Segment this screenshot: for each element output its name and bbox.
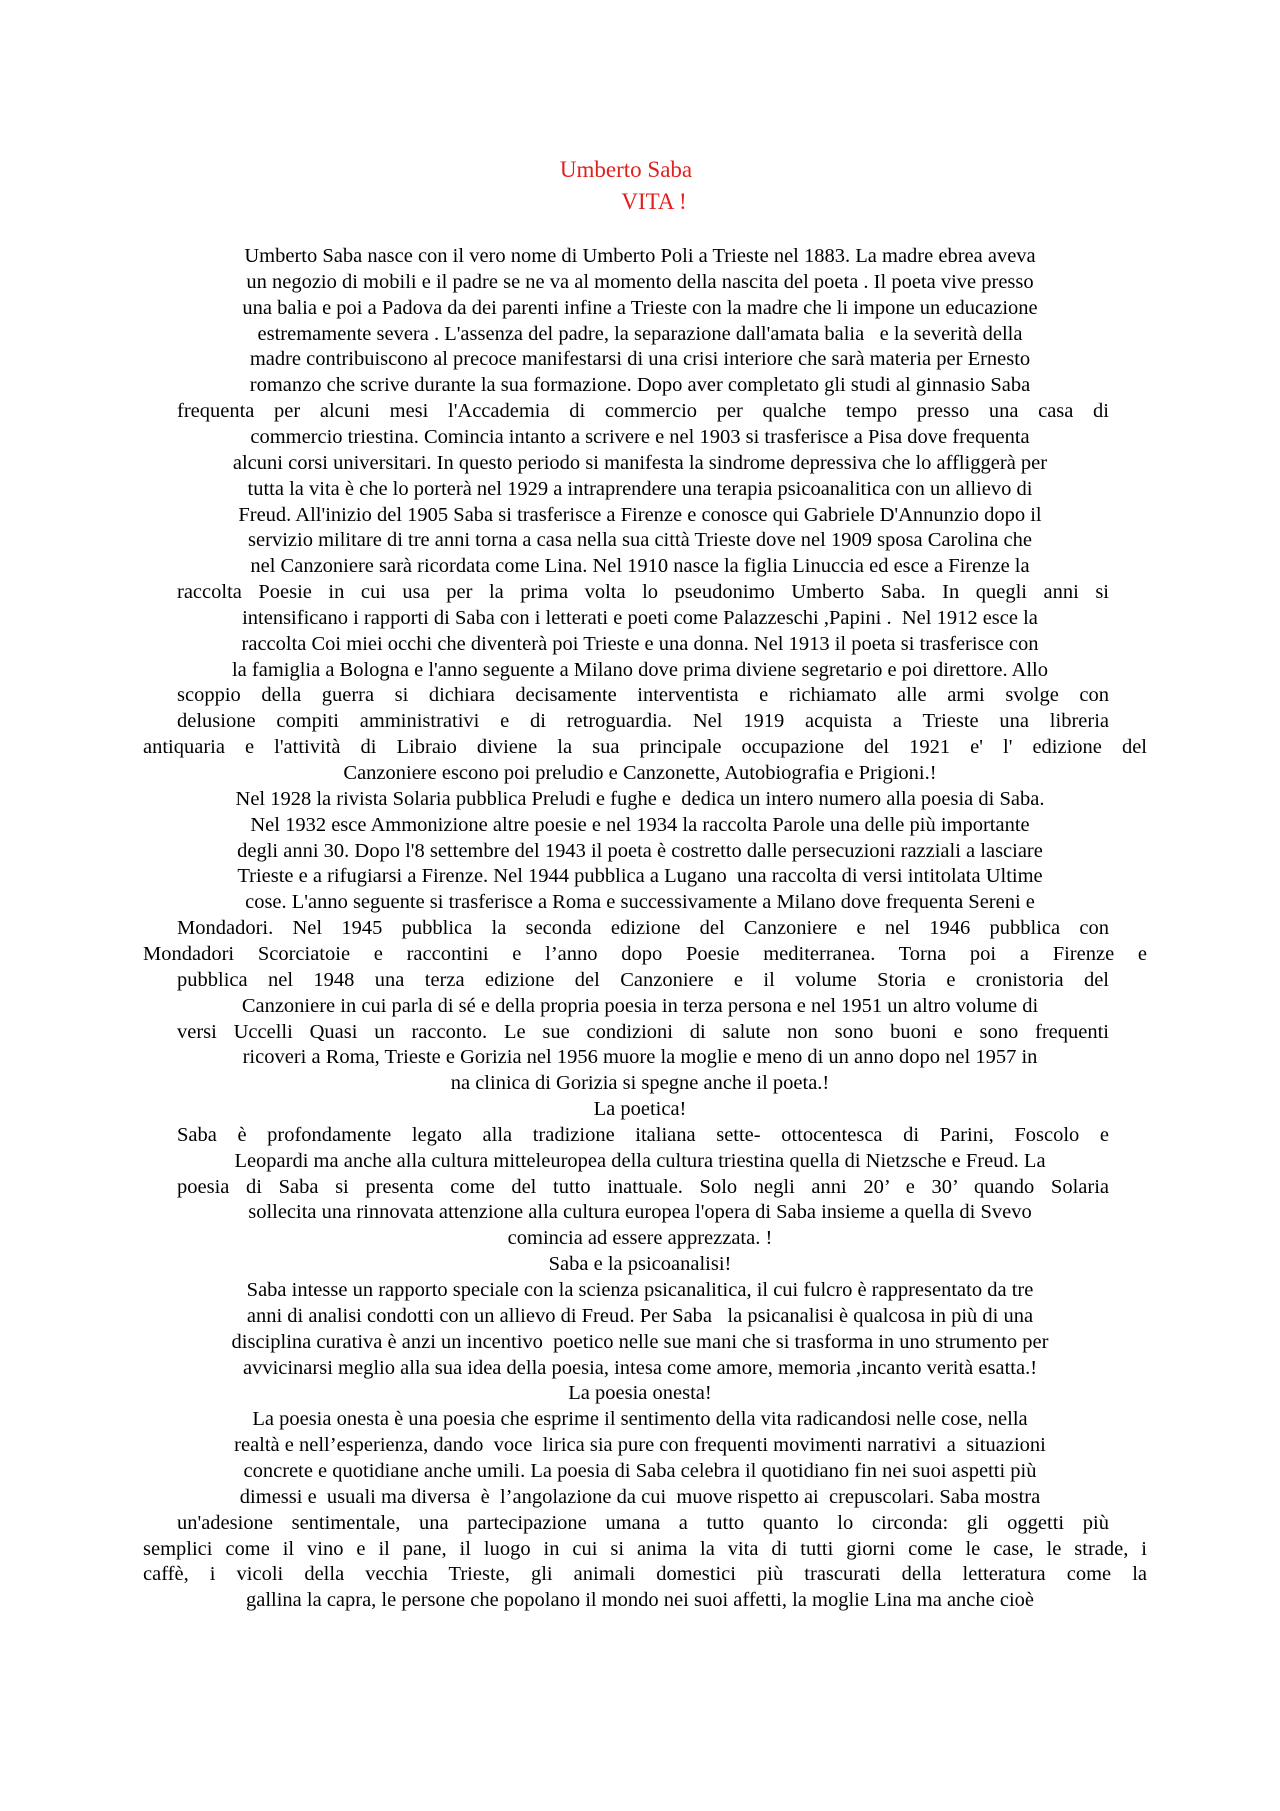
text-line: nel Canzoniere sarà ricordata come Lina. Nel 1910 nasce la figlia Linuccia ed esce a Firenze la <box>250 555 1030 578</box>
text-line: La poesia onesta è una poesia che esprime il sentimento della vita radicandosi nelle cose, nella <box>252 1408 1028 1431</box>
text-line: madre contribuiscono al precoce manifestarsi di una crisi interiore che sarà materia per Ernesto <box>249 348 1031 371</box>
text-line: Canzoniere escono poi preludio e Canzonette, Autobiografia e Prigioni.! <box>343 762 937 784</box>
text-line: Saba e la psicoanalisi! <box>548 1253 732 1276</box>
text-line: frequenta per alcuni mesi l'Accademia di commercio per qualche tempo presso una casa di <box>177 400 1109 423</box>
text-line: intensificano i rapporti di Saba con i letterati e poeti come Palazzeschi ,Papini . Nel 1912 esce la <box>242 606 1038 629</box>
text-line: tutta la vita è che lo porterà nel 1929 a intraprendere una terapia psicoanalitica con un allievo di <box>247 477 1033 500</box>
title-author: Umberto Saba <box>559 157 693 182</box>
text-line: delusione compiti amministrativi e di retroguardia. Nel 1919 acquista a Trieste una libreria <box>177 710 1109 733</box>
text-line: dimessi e usuali ma diversa è l’angolazione da cui muove rispetto ai crepuscolari. Saba mostra <box>239 1485 1041 1508</box>
text-line: comincia ad essere apprezzata. ! <box>507 1227 773 1250</box>
text-line: la famiglia a Bologna e l'anno seguente a Milano dove prima diviene segretario e poi direttore. Allo <box>231 658 1049 681</box>
text-line: Mondadori. Nel 1945 pubblica la seconda edizione del Canzoniere e nel 1946 pubblica con <box>177 917 1109 940</box>
text-line: Trieste e a rifugiarsi a Firenze. Nel 1944 pubblica a Lugano una raccolta di versi intitolata Ultime <box>237 865 1043 888</box>
text-line: semplici come il vino e il pane, il luogo in cui si anima la vita di tutti giorni come le case, le strade, i <box>143 1537 1147 1560</box>
text-line: alcuni corsi universitari. In questo periodo si manifesta la sindrome depressiva che lo affliggerà per <box>232 451 1048 474</box>
text-line: Freud. All'inizio del 1905 Saba si trasferisce a Firenze e conosce qui Gabriele D'Annunzio dopo il <box>238 503 1042 526</box>
text-line: raccolta Coi miei occhi che diventerà poi Trieste e una donna. Nel 1913 il poeta si trasferisce con <box>241 632 1039 655</box>
text-line: Canzoniere in cui parla di sé e della propria poesia in terza persona e nel 1951 un altro volume di <box>241 994 1039 1017</box>
text-line: gallina la capra, le persone che popolano il mondo nei suoi affetti, la moglie Lina ma anche cioè <box>245 1589 1035 1612</box>
text-line: concrete e quotidiane anche umili. La poesia di Saba celebra il quotidiano fin nei suoi aspetti più <box>243 1459 1037 1482</box>
text-line: estremamente severa . L'assenza del padre, la separazione dall'amata balia e la severità della <box>257 322 1023 345</box>
text-line: antiquaria e l'attività di Libraio diviene la sua principale occupazione del 1921 e' l' edizione del <box>143 736 1147 759</box>
text-line: commercio triestina. Comincia intanto a scrivere e nel 1903 si trasferisce a Pisa dove frequenta <box>250 425 1030 448</box>
text-line: Umberto Saba nasce con il vero nome di Umberto Poli a Trieste nel 1883. La madre ebrea aveva <box>244 245 1036 267</box>
text-line: un negozio di mobili e il padre se ne va al momento della nascita del poeta . Il poeta vive presso <box>246 270 1034 293</box>
text-line: Saba intesse un rapporto speciale con la scienza psicanalitica, il cui fulcro è rappresentato da tre <box>246 1279 1034 1301</box>
text-line: scoppio della guerra si dichiara decisamente interventista e richiamato alle armi svolge con <box>177 684 1109 707</box>
text-line: cose. L'anno seguente si trasferisce a Roma e successivamente a Milano dove frequenta Sereni e <box>245 891 1035 914</box>
text-line: versi Uccelli Quasi un racconto. Le sue condizioni di salute non sono buoni e sono frequenti <box>177 1020 1109 1043</box>
text-line: raccolta Poesie in cui usa per la prima volta lo pseudonimo Umberto Saba. In quegli anni si <box>177 581 1109 604</box>
text-line: La poesia onesta! <box>568 1382 712 1405</box>
text-line: avvicinarsi meglio alla sua idea della poesia, intesa come amore, memoria ,incanto verità esatta.! <box>242 1356 1038 1379</box>
text-line: degli anni 30. Dopo l'8 settembre del 1943 il poeta è costretto dalle persecuzioni razziali a lasciare <box>237 839 1043 862</box>
text-line: servizio militare di tre anni torna a casa nella sua città Trieste dove nel 1909 sposa Carolina che <box>248 529 1032 552</box>
title-subtitle: VITA ! <box>621 189 687 214</box>
text-line: romanzo che scrive durante la sua formazione. Dopo aver completato gli studi al ginnasio Saba <box>249 374 1031 397</box>
text-line: Saba è profondamente legato alla tradizione italiana sette- ottocentesca di Parini, Foscolo e <box>177 1123 1109 1146</box>
text-line: pubblica nel 1948 una terza edizione del Canzoniere e il volume Storia e cronistoria del <box>177 968 1109 991</box>
text-line: Nel 1928 la rivista Solaria pubblica Preludi e fughe e dedica un intero numero alla poesia di Saba. <box>235 787 1045 810</box>
text-line: Mondadori Scorciatoie e raccontini e l’anno dopo Poesie mediterranea. Torna poi a Firenze e <box>143 942 1147 965</box>
text-line: un'adesione sentimentale, una partecipazione umana a tutto quanto lo circonda: gli oggetti più <box>177 1511 1109 1534</box>
text-line: Leopardi ma anche alla cultura mitteleuropea della cultura triestina quella di Nietzsche e Freud. La <box>234 1149 1046 1172</box>
text-line: realtà e nell’esperienza, dando voce lirica sia pure con frequenti movimenti narrativi a situazioni <box>234 1434 1046 1457</box>
text-line: caffè, i vicoli della vecchia Trieste, gli animali domestici più trascurati della letteratura come la <box>143 1563 1147 1586</box>
text-line: poesia di Saba si presenta come del tutto inattuale. Solo negli anni 20’ e 30’ quando Solaria <box>177 1175 1109 1198</box>
text-line: Nel 1932 esce Ammonizione altre poesie e nel 1934 la raccolta Parole una delle più importante <box>250 813 1030 836</box>
text-line: una balia e poi a Padova da dei parenti infine a Trieste con la madre che li impone un educazione <box>242 296 1038 319</box>
text-line: ricoveri a Roma, Trieste e Gorizia nel 1956 muore la moglie e meno di un anno dopo nel 1957 in <box>242 1046 1038 1069</box>
text-line: anni di analisi condotti con un allievo di Freud. Per Saba la psicanalisi è qualcosa in più di una <box>246 1304 1034 1327</box>
text-line: La poetica! <box>593 1098 687 1121</box>
text-line: sollecita una rinnovata attenzione alla cultura europea l'opera di Saba insieme a quella di Svevo <box>248 1201 1032 1224</box>
text-line: na clinica di Gorizia si spegne anche il poeta.! <box>450 1072 830 1095</box>
text-line: disciplina curativa è anzi un incentivo poetico nelle sue mani che si trasforma in uno strumento per <box>231 1330 1049 1353</box>
